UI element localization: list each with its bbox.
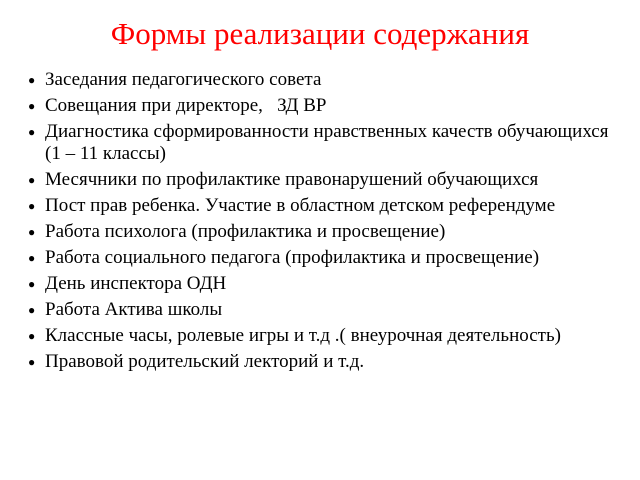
list-item-text: День инспектора ОДН xyxy=(45,273,227,294)
list-item xyxy=(27,95,627,117)
bullet-dot-icon: ● xyxy=(28,251,36,265)
list-item xyxy=(27,69,627,91)
bullet-list xyxy=(27,69,627,377)
list-item xyxy=(27,169,627,191)
list-item-text: Пост прав ребенка. Участие в областном детском референдуме xyxy=(45,195,556,216)
list-item xyxy=(27,121,627,165)
bullet-dot-icon: ● xyxy=(28,355,36,369)
list-item-text: Работа социального педагога (профилактика и просвещение) xyxy=(45,247,540,268)
list-item xyxy=(27,325,627,347)
list-item xyxy=(27,299,627,321)
list-item-text: Правовой родительский лекторий и т.д. xyxy=(45,351,365,372)
bullet-dot-icon: ● xyxy=(28,99,36,113)
list-item-text: Работа психолога (профилактика и просвещение) xyxy=(45,221,446,242)
list-item xyxy=(27,221,627,243)
list-item xyxy=(27,195,627,217)
list-item xyxy=(27,247,627,269)
bullet-dot-icon: ● xyxy=(28,173,36,187)
bullet-dot-icon: ● xyxy=(28,329,36,343)
list-item-text: Месячники по профилактике правонарушений обучающихся xyxy=(45,169,539,190)
list-item xyxy=(27,273,627,295)
list-item-text: Классные часы, ролевые игры и т.д .( внеурочная деятельность) xyxy=(45,325,561,346)
bullet-dot-icon: ● xyxy=(28,225,36,239)
bullet-dot-icon: ● xyxy=(28,125,36,139)
list-item xyxy=(27,351,627,373)
bullet-dot-icon: ● xyxy=(28,199,36,213)
list-item-text: Заседания педагогического совета xyxy=(45,69,322,90)
list-item-text: Диагностика сформированности нравственных качеств обучающихся (1 – 11 классы) xyxy=(45,121,614,164)
bullet-dot-icon: ● xyxy=(28,277,36,291)
bullet-dot-icon: ● xyxy=(28,73,36,87)
list-item-text: Работа Актива школы xyxy=(45,299,223,320)
slide-title: Формы реализации содержания xyxy=(110,16,530,51)
list-item-text: Совещания при директоре, ЗД ВР xyxy=(45,95,327,116)
bullet-dot-icon: ● xyxy=(28,303,36,317)
